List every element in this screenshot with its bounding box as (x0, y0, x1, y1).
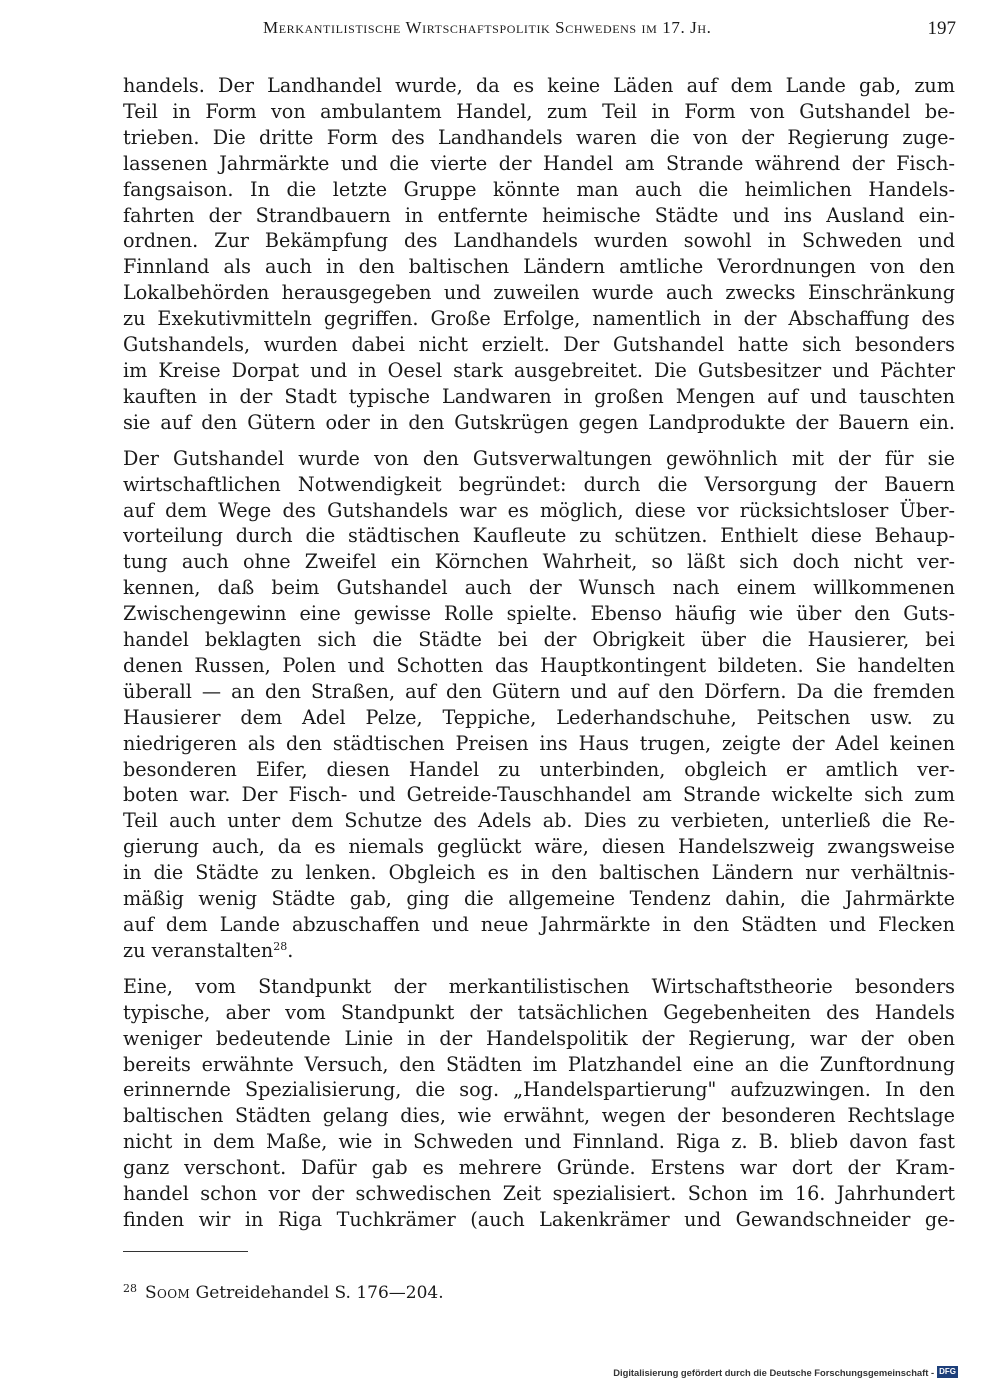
paragraph (123, 73, 955, 436)
text-line: zu veranstalten (123, 938, 274, 962)
footnote-reference[interactable]: 28 (273, 939, 288, 953)
footnote-text: Getreidehandel S. 176—204. (195, 1283, 444, 1303)
text-line: kennen, daß beim Gutshandel auch der Wunsch nach einem willkommenen (123, 576, 955, 600)
text-line: Der Gutshandel wurde von den Gutsverwaltungen gewöhnlich mit der für sie (123, 446, 955, 470)
page-number: 197 (927, 18, 956, 39)
text-line: besonderen Eifer, diesen Handel zu unterbinden, obgleich er amtlich ver- (123, 757, 955, 781)
text-line: lassenen Jahrmärkte und die vierte der Handel am Strande während der Fisch- (123, 151, 955, 175)
footnote-author: Soom (145, 1283, 191, 1303)
text-line: auf dem Wege des Gutshandels war es möglich, diese vor rücksichtsloser Über- (123, 498, 955, 522)
text-line: tung auch ohne Zweifel ein Körnchen Wahrheit, so läßt sich doch nicht ver- (123, 550, 955, 574)
text-line: Teil auch unter dem Schutze des Adels ab. Dies zu verbieten, unterließ die Re- (123, 809, 955, 833)
text-line: trieben. Die dritte Form des Landhandels waren die von der Regierung zuge- (123, 125, 955, 149)
footnote (123, 1278, 723, 1304)
text-line: fangsaison. In die letzte Gruppe könnte man auch die heimlichen Handels- (123, 177, 955, 201)
text-line: weniger bedeutende Linie in der Handelspolitik der Regierung, war der oben (123, 1026, 955, 1050)
text-line: Zwischengewinn eine gewisse Rolle spielte. Ebenso häufig wie über den Guts- (123, 602, 955, 626)
text-line: denen Russen, Polen und Schotten das Hauptkontingent bildeten. Sie handelten (123, 653, 955, 677)
text-line: handel schon vor der schwedischen Zeit spezialisiert. Schon im 16. Jahrhundert (123, 1182, 955, 1206)
text-line: boten war. Der Fisch- und Getreide-Tauschhandel am Strande wickelte sich zum (123, 783, 955, 807)
text-line: baltischen Städten gelang dies, wie erwähnt, wegen der besonderen Rechtslage (123, 1104, 955, 1128)
text-line: typische, aber vom Standpunkt der tatsächlichen Gegebenheiten des Handels (123, 1000, 955, 1024)
text-line: Hausierer dem Adel Pelze, Teppiche, Lederhandschuhe, Peitschen usw. zu (123, 705, 955, 729)
funding-note (608, 1366, 958, 1378)
text-line: Teil in Form von ambulantem Handel, zum Teil in Form von Gutshandel be- (123, 99, 955, 123)
text-line: mäßig wenig Städte gab, ging die allgemeine Tendenz dahin, die Jahrmärkte (123, 887, 955, 911)
text-line: bereits erwähnte Versuch, den Städten im Platzhandel eine an die Zunftordnung (123, 1052, 955, 1076)
text-line: sie auf den Gütern oder in den Gutskrügen gegen Landprodukte der Bauern ein. (123, 410, 955, 434)
text-line: fahrten der Strandbauern in entfernte heimische Städte und ins Ausland ein- (123, 203, 955, 227)
funding-note-text: Digitalisierung gefördert durch die Deutsche Forschungsgemeinschaft - (613, 1366, 935, 1378)
body-text (123, 73, 955, 1233)
text-line: in die Städte zu lenken. Obgleich es in den baltischen Ländern nur verhältnis- (123, 861, 955, 885)
running-title: Merkantilistische Wirtschaftspolitik Schwedens im 17. Jh. (263, 18, 712, 37)
text-line: Lokalbehörden herausgegeben und zuweilen wurde auch zwecks Einschränkung (123, 281, 955, 305)
text-line: vorteilung durch die städtischen Kaufleute zu schützen. Enthielt diese Behaup- (123, 524, 955, 548)
paragraph (123, 446, 955, 964)
footnote-rule (123, 1251, 248, 1252)
text-line: überall — an den Straßen, auf den Gütern und auf den Dörfern. Da die fremden (123, 679, 955, 703)
text-line: finden wir in Riga Tuchkrämer (auch Lakenkrämer und Gewandschneider ge- (123, 1207, 955, 1231)
footnote-mark: 28 (123, 1282, 137, 1295)
text-line: auf dem Lande abzuschaffen und neue Jahrmärkte in den Städten und Flecken (123, 913, 955, 936)
text-line: wirtschaftlichen Notwendigkeit begründet: durch die Versorgung der Bauern (123, 472, 955, 496)
text-line: Gutshandels, wurden dabei nicht erzielt. Der Gutshandel hatte sich besonders (123, 333, 955, 357)
text-line: handels. Der Landhandel wurde, da es keine Läden auf dem Lande gab, zum (123, 74, 955, 97)
text-line: niedrigeren als den städtischen Preisen ins Haus trugen, zeigte der Adel keinen (123, 731, 955, 755)
text-line: Finnland als auch in den baltischen Ländern amtliche Verordnungen von den (123, 255, 955, 279)
text-line: Eine, vom Standpunkt der merkantilistischen Wirtschaftstheorie besonders (123, 974, 955, 998)
text-line: zu Exekutivmitteln gegriffen. Große Erfolge, namentlich in der Abschaffung des (123, 307, 955, 331)
text-line: ordnen. Zur Bekämpfung des Landhandels wurden sowohl in Schweden und (123, 229, 955, 253)
text-line: kauften in der Stadt typische Landwaren in großen Mengen auf und tauschten (123, 384, 955, 408)
text-line: gierung auch, da es niemals geglückt wäre, diesen Handelszweig zwangsweise (123, 835, 955, 859)
sentence-end: . (287, 938, 294, 962)
text-line: ganz verschont. Dafür gab es mehrere Gründe. Erstens war dort der Kram- (123, 1156, 955, 1180)
paragraph (123, 974, 955, 1233)
text-line-with-footnote (123, 938, 955, 964)
dfg-logo: DFG (939, 1367, 956, 1376)
text-line: erinnernde Spezialisierung, die sog. „Handelspartierung" aufzuzwingen. In den (123, 1078, 955, 1102)
text-line: nicht in dem Maße, wie in Schweden und Finnland. Riga z. B. blieb davon fast (123, 1130, 955, 1154)
text-line: im Kreise Dorpat und in Oesel stark ausgebreitet. Die Gutsbesitzer und Pächter (123, 358, 955, 382)
text-line: handel beklagten sich die Städte bei der Obrigkeit über die Hausierer, bei (123, 628, 955, 652)
